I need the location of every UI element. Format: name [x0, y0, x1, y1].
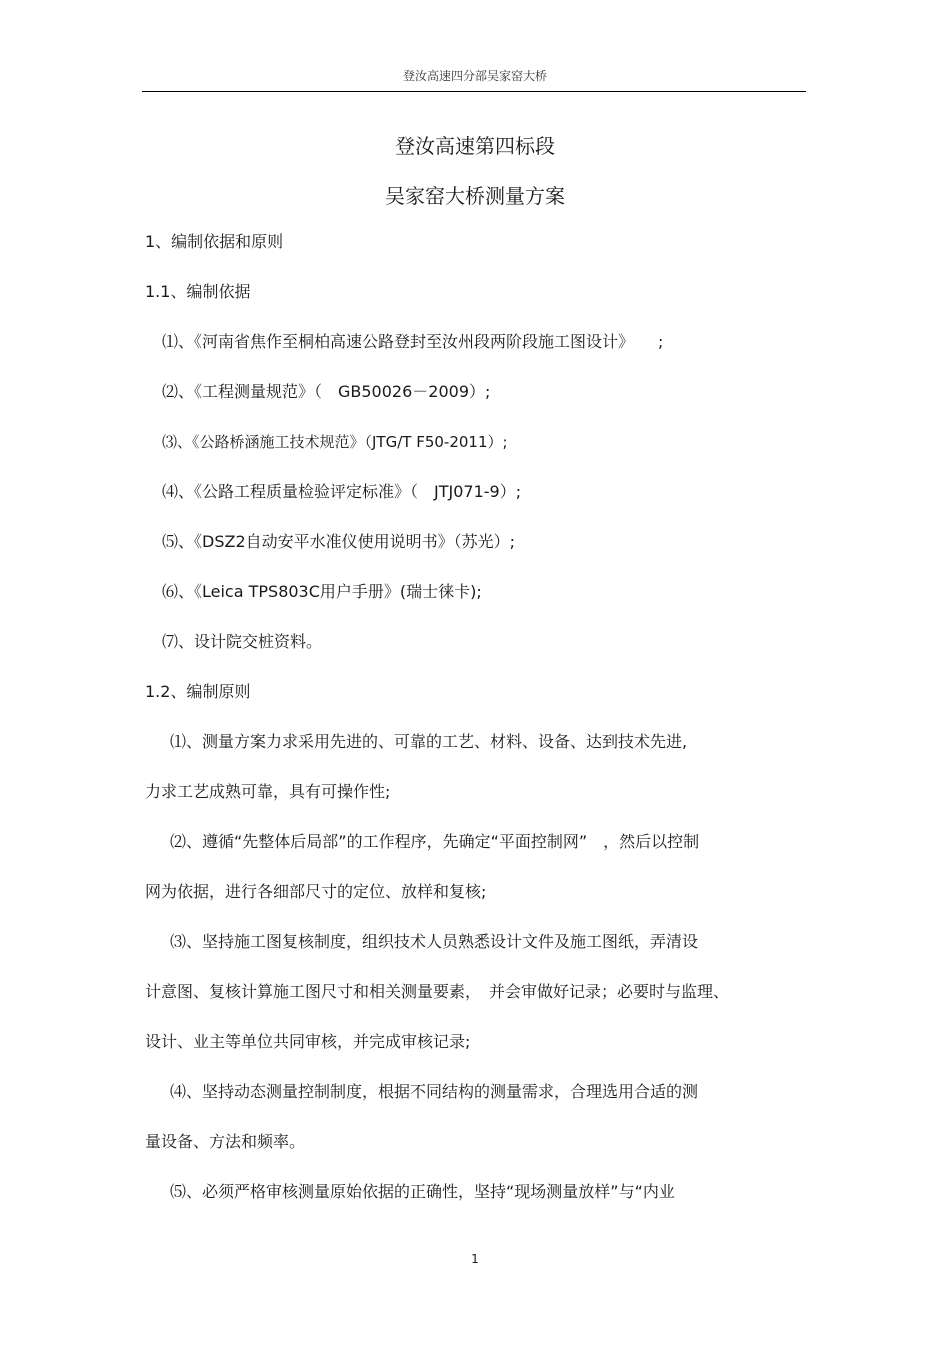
running-header: 登汝高速四分部吴家窑大桥 [402, 69, 547, 83]
principle-paragraph-line: 设计、业主等单位共同审核，并完成审核记录; [145, 1032, 471, 1051]
principle-paragraph-line: 计意图、复核计算施工图尺寸和相关测量要素， 并会审做好记录；必要时与监理、 [145, 982, 730, 1001]
document-title: 登汝高速第四标段 [395, 134, 555, 158]
principle-paragraph-line: ⑶、坚持施工图复核制度，组织技术人员熟悉设计文件及施工图纸，弄清设 [170, 932, 699, 951]
principle-paragraph-line: ⑴、测量方案力求采用先进的、可靠的工艺、材料、设备、达到技术先进, [170, 732, 688, 751]
section-heading-1-2: 1.2、编制原则 [145, 682, 251, 701]
reference-item: ⑺、设计院交桩资料。 [162, 632, 323, 651]
page-number: 1 [471, 1252, 479, 1266]
section-heading-1-1: 1.1、编制依据 [145, 282, 251, 301]
document-subtitle: 吴家窑大桥测量方案 [385, 184, 565, 208]
reference-item: ⑶、《公路桥涵施工技术规范》（JTG/T F50-2011）; [162, 433, 508, 451]
reference-item: ⑵、《工程测量规范》（ GB50026－2009）; [162, 382, 491, 401]
reference-item: ⑷、《公路工程质量检验评定标准》（ JTJ071-9）; [162, 482, 522, 501]
principle-paragraph-line: 网为依据，进行各细部尺寸的定位、放样和复核; [145, 882, 487, 901]
principle-paragraph-line: 力求工艺成熟可靠，具有可操作性; [145, 782, 391, 801]
principle-paragraph-line: ⑷、坚持动态测量控制制度，根据不同结构的测量需求，合理选用合适的测 [170, 1082, 699, 1101]
reference-item: ⑹、《Leica TPS803C用户手册》(瑞士徕卡); [162, 582, 482, 601]
header-divider [142, 91, 806, 92]
section-heading-1: 1、编制依据和原则 [145, 232, 284, 251]
principle-paragraph-line: ⑸、必须严格审核测量原始依据的正确性，坚持“现场测量放样”与“内业 [170, 1182, 675, 1201]
reference-item: ⑴、《河南省焦作至桐柏高速公路登封至汝州段两阶段施工图设计》 ; [162, 332, 664, 351]
reference-item: ⑸、《DSZ2自动安平水准仪使用说明书》（苏光）; [162, 532, 516, 551]
principle-paragraph-line: 量设备、方法和频率。 [145, 1132, 306, 1151]
principle-paragraph-line: ⑵、遵循“先整体后局部”的工作程序，先确定“平面控制网” ，然后以控制 [170, 832, 700, 851]
